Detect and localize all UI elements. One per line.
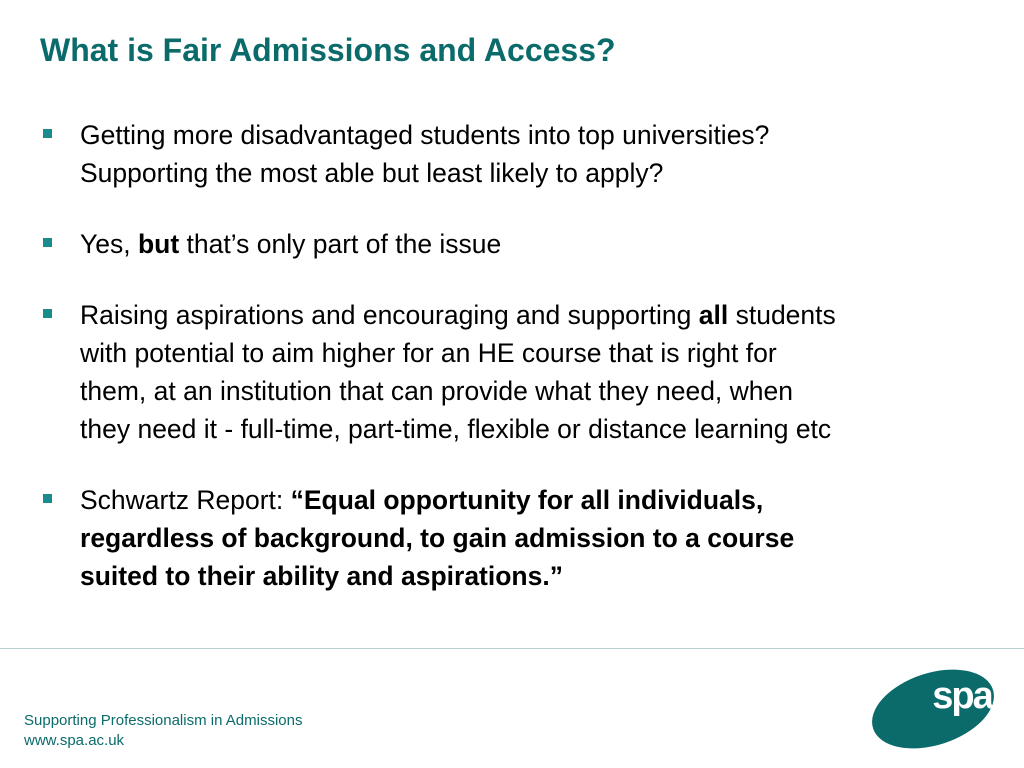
bullet-1-line-1: Getting more disadvantaged students into top universities? bbox=[80, 120, 770, 150]
bullet-4-quote-line-1: “Equal opportunity for all individuals, bbox=[290, 485, 764, 515]
slide-title: What is Fair Admissions and Access? bbox=[40, 32, 616, 68]
bullet-2-post: that’s only part of the issue bbox=[179, 229, 502, 259]
bullet-4-quote-line-2: regardless of background, to gain admission to a course bbox=[80, 523, 795, 553]
bullet-list bbox=[40, 116, 990, 628]
footer-org-name: Supporting Professionalism in Admissions bbox=[24, 712, 303, 729]
square-bullet-icon bbox=[43, 129, 52, 138]
bullet-4-pre: Schwartz Report: bbox=[80, 485, 291, 515]
bullet-3-line-4: they need it - full-time, part-time, flexible or distance learning etc bbox=[80, 414, 832, 444]
bullet-3-bold: all bbox=[698, 300, 729, 330]
footer-url: www.spa.ac.uk bbox=[24, 732, 125, 749]
spa-logo bbox=[868, 668, 998, 750]
bullet-3-pre: Raising aspirations and encouraging and supporting bbox=[80, 300, 699, 330]
bullet-3-post: students bbox=[728, 300, 836, 330]
bullet-1-line-2: Supporting the most able but least likely to apply? bbox=[80, 158, 664, 188]
bullet-item-1 bbox=[40, 116, 990, 192]
bullet-item-2 bbox=[40, 225, 990, 263]
square-bullet-icon bbox=[43, 309, 52, 318]
bullet-3-line-2: with potential to aim higher for an HE course that is right for bbox=[80, 338, 777, 368]
bullet-item-3 bbox=[40, 296, 990, 448]
bullet-item-4 bbox=[40, 481, 990, 595]
bullet-2-pre: Yes, bbox=[80, 229, 138, 259]
square-bullet-icon bbox=[43, 494, 52, 503]
footer bbox=[24, 711, 302, 751]
bullet-2-bold: but bbox=[137, 229, 180, 259]
footer-divider bbox=[0, 648, 1024, 649]
square-bullet-icon bbox=[43, 238, 52, 247]
bullet-4-quote-line-3: suited to their ability and aspirations.” bbox=[80, 561, 563, 591]
bullet-3-line-3: them, at an institution that can provide what they need, when bbox=[80, 376, 794, 406]
logo-text: spa bbox=[932, 675, 992, 717]
